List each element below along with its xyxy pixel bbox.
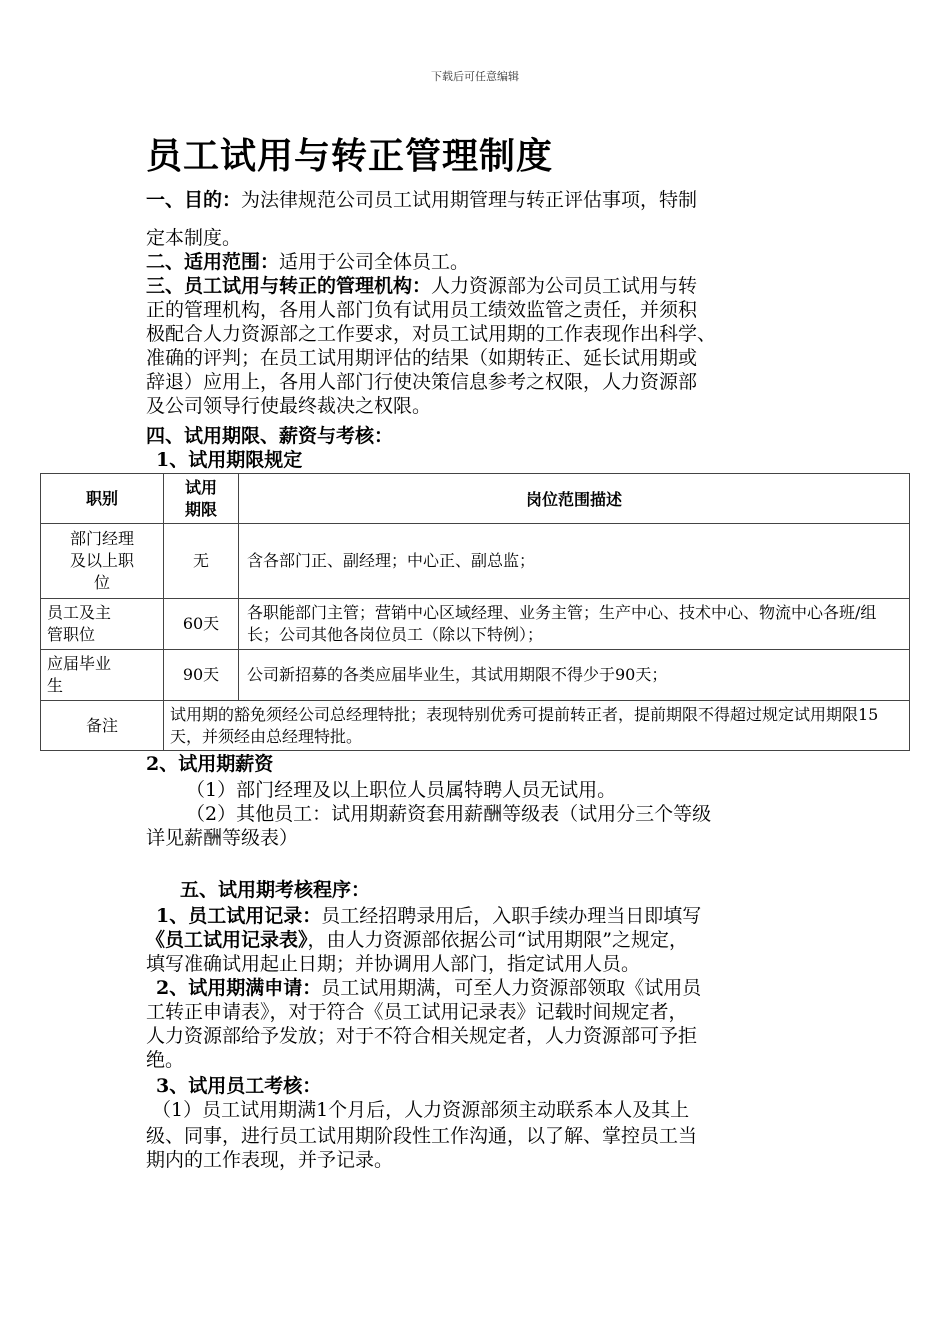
section-5-p3-line3: 期内的工作表现，并予记录。 — [146, 1149, 394, 1171]
sub2-label: 2、试用期薪资 — [146, 753, 274, 775]
section-5-p1 — [156, 904, 701, 928]
section-5-p3-line1: （1）员工试用期满1个月后，人力资源部须主动联系本人及其上 — [152, 1099, 690, 1121]
section-2-text: 适用于公司全体员工。 — [279, 251, 470, 273]
p1-form-name: 《员工试用记录表》 — [146, 929, 308, 951]
table-header-desc: 岗位范围描述 — [239, 474, 910, 524]
section-4-sub1: 1、试用期限规定 — [156, 449, 303, 471]
section-3 — [146, 274, 716, 418]
section-1-text: 为法律规范公司员工试用期 — [241, 189, 470, 211]
row-desc: 含各部门正、副经理；中心正、副总监； — [239, 524, 910, 599]
section-1-line2: 定本制度。 — [146, 227, 242, 249]
note-label: 备注 — [41, 701, 164, 751]
note-text: 试用期的豁免须经公司总经理特批；表现特别优秀可提前转正者，提前期限不得超过规定试用期限15天，并须经由总经理特批。 — [164, 701, 910, 751]
row-role: 应届毕业 生 — [41, 650, 164, 701]
p2-text: 员工试用期满，可至人力资源部领取《试用员 — [321, 977, 702, 999]
section-5-label: 五、试用期考核程序： — [180, 879, 371, 901]
sub2-item2: （2）其他员工：试用期薪资套用薪酬等级表（试用分三个等级 — [186, 803, 712, 825]
p2-label: 2、试用期满申请： — [156, 977, 322, 999]
row-desc: 公司新招募的各类应届毕业生，其试用期限不得少于90天； — [239, 650, 910, 701]
section-3-line: 人力资源部为公司员工试用与转 — [431, 275, 698, 297]
sub2-item2-cont: 详见薪酬等级表） — [146, 827, 299, 849]
section-3-line: 极配合人力资源部之工作要求，对员工试用期的工作表现作出科学、 — [146, 323, 717, 345]
section-5-p3-label: 3、试用员工考核： — [156, 1075, 322, 1097]
section-5-p3-line2: 级、同事，进行员工试用期阶段性工作沟通，以了解、掌控员工当 — [146, 1125, 698, 1147]
section-3-line: 辞退）应用上，各用人部门行使决策信息参考之权限，人力资源部 — [146, 371, 698, 393]
section-3-label: 三、员工试用与转正的管理机构： — [146, 275, 432, 297]
p1-text: ，由人力资源部依据公司“试用期限”之规定， — [307, 929, 688, 951]
section-5-p2 — [156, 976, 701, 1000]
row-period: 无 — [164, 524, 239, 599]
table-row — [41, 524, 910, 599]
document-title: 员工试用与转正管理制度 — [146, 135, 554, 177]
section-2-label: 二、适用范围： — [146, 251, 280, 273]
section-3-line: 正的管理机构，各用人部门负有试用员工绩效监管之责任，并须积 — [146, 299, 698, 321]
sub2-item1: （1）部门经理及以上职位人员属特聘人员无试用。 — [186, 779, 617, 801]
table-note-row — [41, 701, 910, 751]
table-header-period: 试用 期限 — [164, 474, 239, 524]
row-period: 60天 — [164, 599, 239, 650]
section-4-label: 四、试用期限、薪资与考核： — [146, 425, 394, 447]
section-1-text-end: 事项，特制 — [602, 189, 698, 211]
section-2 — [146, 250, 469, 274]
table-header-row — [41, 474, 910, 524]
p1-label: 1、员工试用记录： — [156, 905, 322, 927]
probation-table — [40, 473, 910, 751]
section-5-p2-line2: 工转正申请表》，对于符合《员工试用记录表》记载时间规定者， — [146, 1001, 688, 1023]
section-5-p2-line3: 人力资源部给予发放；对于不符合相关规定者，人力资源部可予拒 — [146, 1025, 698, 1047]
section-3-line: 及公司领导行使最终裁决之权限。 — [146, 395, 432, 417]
row-role: 部门经理 及以上职 位 — [41, 524, 164, 599]
table-header-role: 职别 — [41, 474, 164, 524]
row-role: 员工及主 管职位 — [41, 599, 164, 650]
section-5-p1-line2 — [146, 928, 688, 952]
table-row — [41, 650, 910, 701]
section-3-line: 准确的评判；在员工试用期评估的结果（如期转正、延长试用期或 — [146, 347, 698, 369]
section-5-p1-line3: 填写准确试用起止日期；并协调用人部门，指定试用人员。 — [146, 953, 641, 975]
row-period: 90天 — [164, 650, 239, 701]
row-desc: 各职能部门主管；营销中心区域经理、业务主管；生产中心、技术中心、物流中心各班/组长；公司其他各岗位员工（除以下特例）； — [239, 599, 910, 650]
table-row — [41, 599, 910, 650]
section-5-p2-line4: 绝。 — [146, 1049, 185, 1071]
page-header: 下载后可任意编辑 — [431, 70, 519, 83]
section-1-label: 一、目的： — [146, 189, 242, 211]
section-1 — [146, 188, 697, 212]
section-1-text-mid: 管理与转正评估 — [469, 189, 603, 211]
p1-text: 员工经招聘录用后，入职手续办理当日即填写 — [321, 905, 702, 927]
